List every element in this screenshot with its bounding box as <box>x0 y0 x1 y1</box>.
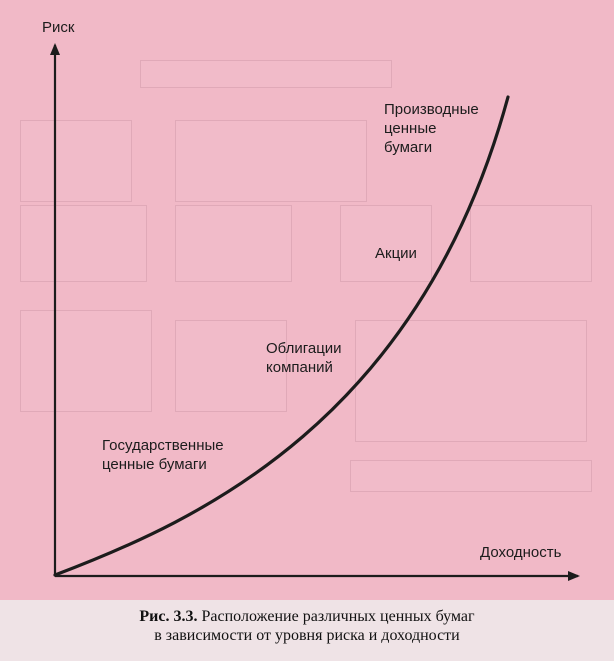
derivatives-label: Производные ценные бумаги <box>384 101 479 156</box>
corporate-bonds-label: Облигации компаний <box>266 340 342 376</box>
government-securities-label: Государственные ценные бумаги <box>102 437 224 473</box>
y-axis-label: Риск <box>42 19 75 36</box>
caption-line-2: в зависимости от уровня риска и доходности <box>154 627 460 644</box>
figure-number: Рис. 3.3. <box>139 608 198 625</box>
risk-return-curve <box>55 97 508 575</box>
x-axis-label: Доходность <box>480 544 562 561</box>
figure-caption <box>0 607 614 645</box>
caption-line-1: Расположение различных ценных бумаг <box>201 608 475 625</box>
stocks-label: Акции <box>375 245 417 262</box>
